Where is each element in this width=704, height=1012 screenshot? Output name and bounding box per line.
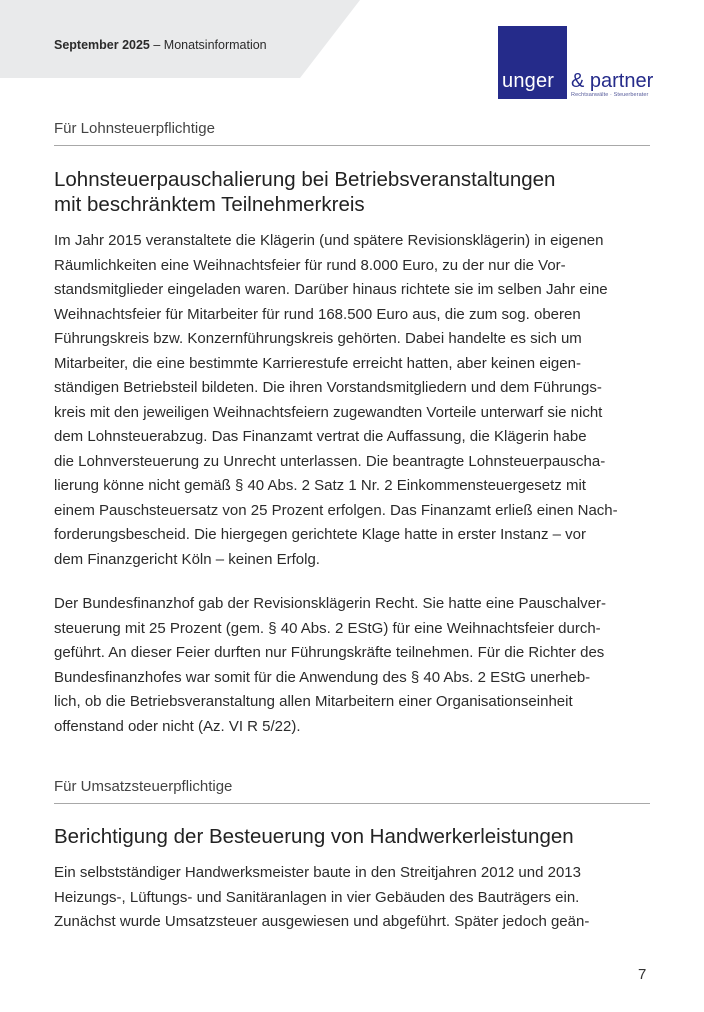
text-line: Räumlichkeiten eine Weihnachtsfeier für rund 8.000 Euro, zu der nur die Vor- — [54, 256, 566, 274]
article-title-umsatzsteuer — [54, 824, 654, 849]
text-line: steuerung mit 25 Prozent (gem. § 40 Abs. 2 EStG) für eine Weihnachtsfeier durch- — [54, 619, 601, 637]
logo-tagline: Rechtsanwälte · Steuerberater — [571, 92, 649, 98]
text-line: einem Pauschsteuersatz von 25 Prozent erfolgen. Das Finanzamt erließ einen Nach- — [54, 501, 618, 519]
section-divider — [54, 145, 650, 146]
logo-brand-box-text: unger — [502, 70, 555, 92]
text-line: lierung könne nicht gemäß § 40 Abs. 2 Satz 1 Nr. 2 Einkommensteuergesetz mit — [54, 477, 586, 494]
paragraph — [54, 229, 654, 572]
text-line: die Lohnversteuerung zu Unrecht unterlassen. Die beantragte Lohnsteuerpauscha- — [54, 452, 606, 470]
header-subtitle: Monatsinformation — [163, 38, 267, 52]
text-line: Weihnachtsfeier für Mitarbeiter für rund 168.500 Euro aus, die zum sog. oberen — [54, 305, 581, 323]
text-line: standsmitglieder eingeladen waren. Darüber hinaus richtete sie im selben Jahr eine — [54, 281, 608, 298]
paragraph — [54, 592, 654, 739]
text-line: geführt. An dieser Feier durften nur Führungskräfte teilnehmen. Für die Richter des — [54, 644, 605, 661]
header-info — [54, 38, 267, 52]
title-line: mit beschränktem Teilnehmerkreis — [54, 193, 365, 216]
text-line: ständigen Betriebsteil bildeten. Die ihren Vorstandsmitgliedern und dem Führungs- — [54, 379, 602, 396]
title-line: Lohnsteuerpauschalierung bei Betriebsveranstaltungen — [54, 168, 556, 191]
text-line: Heizungs-, Lüftungs- und Sanitäranlagen in vier Gebäuden des Bauträgers ein. — [54, 888, 580, 906]
text-line: Führungskreis bzw. Konzernführungskreis gehörten. Dabei handelte es sich um — [54, 330, 582, 347]
text-line: Zunächst wurde Umsatzsteuer ausgewiesen und abgeführt. Später jedoch geän- — [54, 913, 590, 930]
logo-brand-text: & partner — [571, 70, 654, 92]
text-line: lich, ob die Betriebsveranstaltung allen Mitarbeitern einer Organisationseinheit — [54, 693, 573, 710]
paragraph — [54, 861, 654, 935]
text-line: Ein selbstständiger Handwerksmeister baute in den Streitjahren 2012 und 2013 — [54, 864, 581, 881]
text-line: Bundesfinanzhofes war somit für die Anwendung des § 40 Abs. 2 EStG unerheb- — [54, 668, 591, 686]
text-line: offenstand oder nicht (Az. VI R 5/22). — [54, 717, 301, 735]
text-line: Mitarbeiter, die eine bestimmte Karrierestufe erreicht hatten, aber keinen eigen- — [54, 354, 581, 372]
text-line: dem Finanzgericht Köln – keinen Erfolg. — [54, 550, 320, 568]
section-label-lohnsteuer: Für Lohnsteuerpflichtige — [54, 120, 215, 137]
page-number: 7 — [638, 966, 647, 983]
section-divider — [54, 803, 650, 804]
article-title-lohnsteuer — [54, 167, 654, 217]
text-line: dem Lohnsteuerabzug. Das Finanzamt vertrat die Auffassung, die Klägerin habe — [54, 428, 587, 445]
text-line: forderungsbescheid. Die hiergegen gerichtete Klage hatte in erster Instanz – vor — [54, 526, 586, 543]
text-line: Im Jahr 2015 veranstaltete die Klägerin (und spätere Revisionsklägerin) in eigenen — [54, 232, 604, 249]
header-separator: – — [149, 38, 164, 52]
title-line: Berichtigung der Besteuerung von Handwerkerleistungen — [54, 825, 574, 848]
company-logo — [498, 26, 658, 102]
section-label-umsatzsteuer: Für Umsatzsteuerpflichtige — [54, 778, 233, 795]
text-line: Der Bundesfinanzhof gab der Revisionsklägerin Recht. Sie hatte eine Pauschalver- — [54, 595, 606, 612]
header-date: September 2025 — [54, 38, 150, 52]
text-line: kreis mit den jeweiligen Weihnachtsfeiern zugewandten Vorteile unterwarf sie nicht — [54, 403, 603, 421]
